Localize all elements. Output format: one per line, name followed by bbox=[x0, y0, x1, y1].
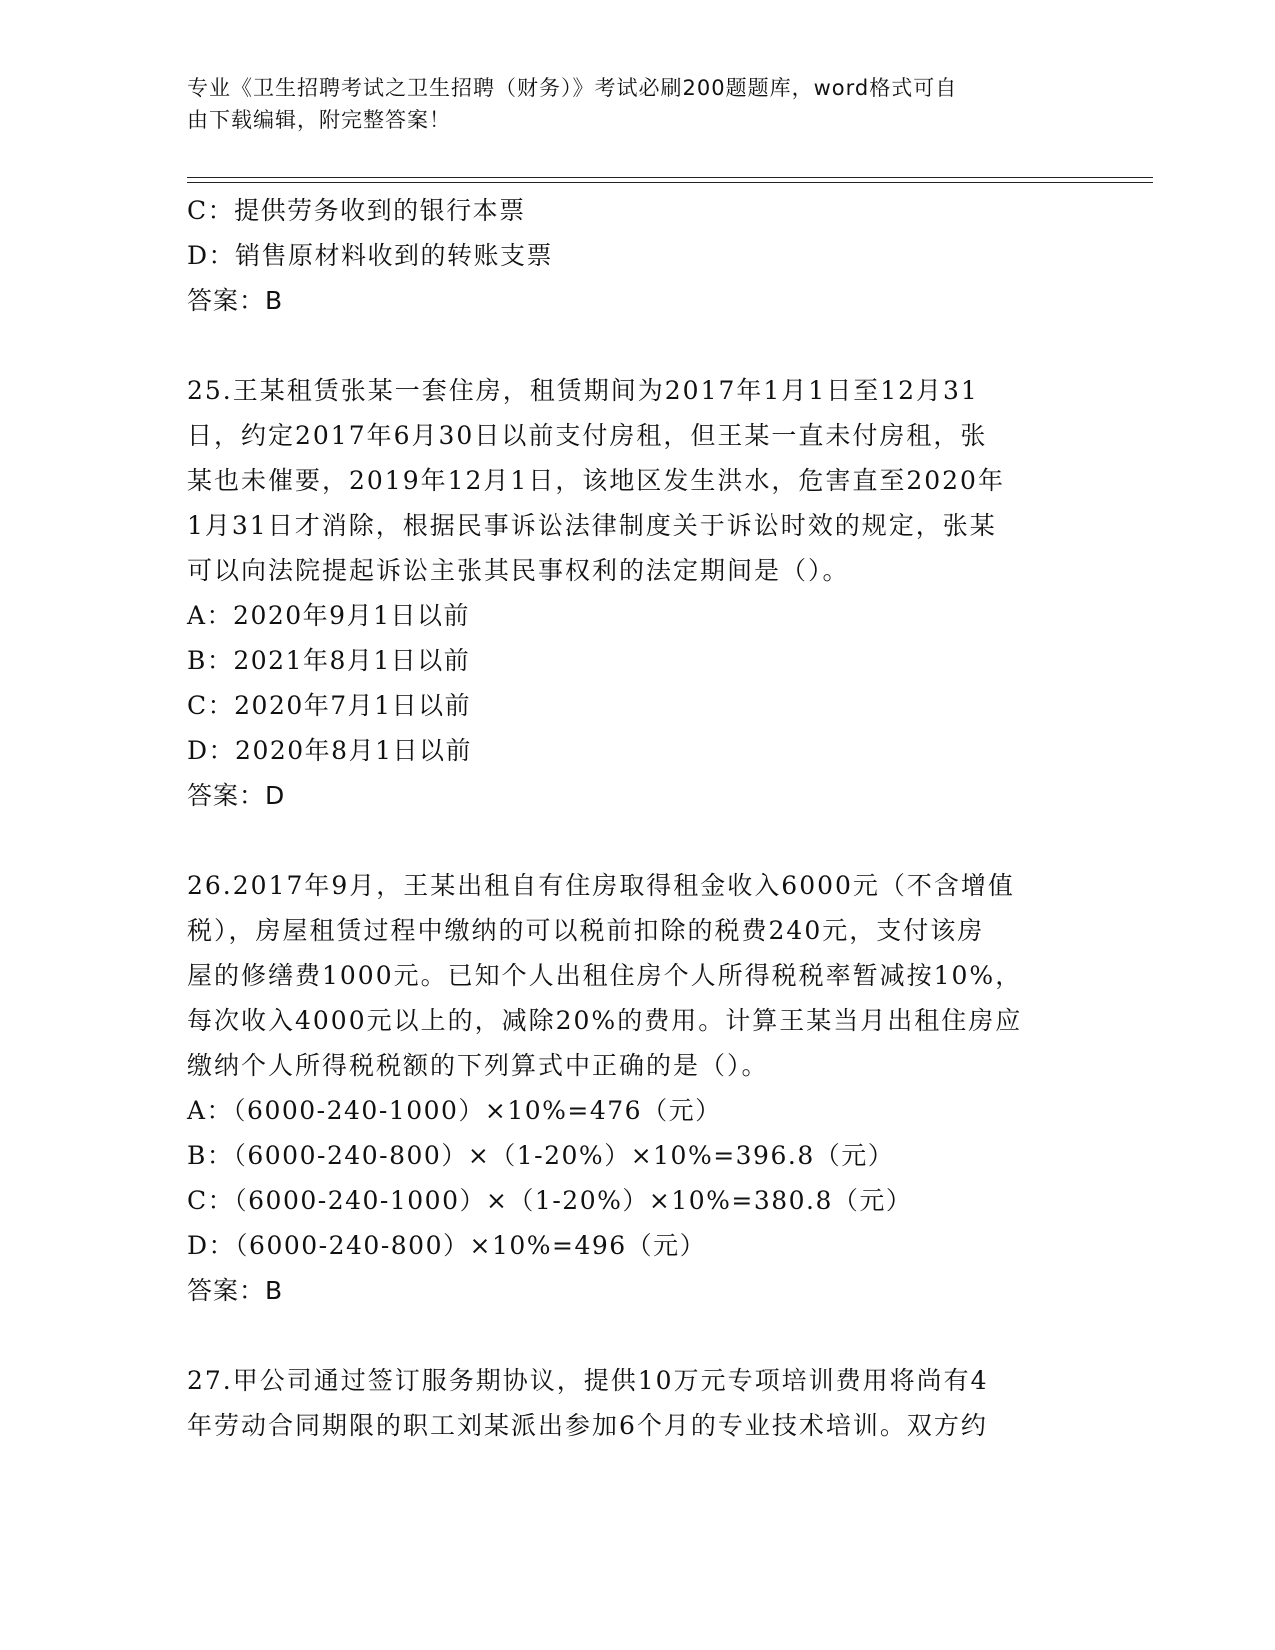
question-text-line: 1月31日才消除，根据民事诉讼法律制度关于诉讼时效的规定，张某 bbox=[187, 511, 997, 540]
spacer bbox=[187, 323, 1067, 368]
header-line-2: 由下载编辑，附完整答案！ bbox=[187, 108, 451, 132]
question-text-line: 日，约定2017年6月30日以前支付房租，但王某一直未付房租，张 bbox=[187, 421, 988, 450]
question-text-line: 26.2017年9月，王某出租自有住房取得租金收入6000元（不含增值 bbox=[187, 871, 1015, 900]
question-text-line: 税），房屋租赁过程中缴纳的可以税前扣除的税费240元，支付该房 bbox=[187, 916, 985, 945]
question-text-line: 屋的修缮费1000元。已知个人出租住房个人所得税税率暂减按10%， bbox=[187, 961, 1023, 990]
option-c: C：（6000-240-1000）×（1-20%）×10%=380.8（元） bbox=[187, 1186, 913, 1215]
question-26 bbox=[187, 863, 1067, 1313]
option-d: D：2020年8月1日以前 bbox=[187, 736, 472, 765]
option-a: A：（6000-240-1000）×10%=476（元） bbox=[187, 1096, 722, 1125]
question-text-line: 缴纳个人所得税税额的下列算式中正确的是（）。 bbox=[187, 1051, 769, 1080]
question-25 bbox=[187, 368, 1067, 818]
option-c: C：提供劳务收到的银行本票 bbox=[187, 196, 526, 225]
option-d: D：销售原材料收到的转账支票 bbox=[187, 241, 554, 270]
option-b: B：（6000-240-800）×（1-20%）×10%=396.8（元） bbox=[187, 1141, 895, 1170]
answer: 答案：B bbox=[187, 1276, 284, 1305]
header-line-1: 专业《卫生招聘考试之卫生招聘（财务）》考试必刷200题题库，word格式可自 bbox=[187, 76, 958, 100]
option-d: D：（6000-240-800）×10%=496（元） bbox=[187, 1231, 707, 1260]
spacer bbox=[187, 818, 1067, 863]
option-b: B：2021年8月1日以前 bbox=[187, 646, 471, 675]
answer: 答案：B bbox=[187, 286, 284, 315]
spacer bbox=[187, 1313, 1067, 1358]
question-text-line: 27.甲公司通过签订服务期协议，提供10万元专项培训费用将尚有4 bbox=[187, 1366, 989, 1395]
question-text-line: 可以向法院提起诉讼主张其民事权利的法定期间是（）。 bbox=[187, 556, 850, 585]
header-divider-bottom bbox=[187, 182, 1153, 183]
question-text-line: 年劳动合同期限的职工刘某派出参加6个月的专业技术培训。双方约 bbox=[187, 1411, 988, 1440]
question-text-line: 某也未催要，2019年12月1日，该地区发生洪水，危害直至2020年 bbox=[187, 466, 1005, 495]
option-c: C：2020年7月1日以前 bbox=[187, 691, 472, 720]
header-divider-top bbox=[187, 177, 1153, 178]
option-a: A：2020年9月1日以前 bbox=[187, 601, 470, 630]
answer: 答案：D bbox=[187, 781, 286, 810]
document-header bbox=[187, 72, 1067, 136]
question-27 bbox=[187, 1358, 1067, 1448]
question-text-line: 每次收入4000元以上的，减除20%的费用。计算王某当月出租住房应 bbox=[187, 1006, 1023, 1035]
question-text-line: 25.王某租赁张某一套住房，租赁期间为2017年1月1日至12月31 bbox=[187, 376, 979, 405]
document-body bbox=[187, 188, 1067, 1448]
question-24-tail bbox=[187, 188, 1067, 323]
